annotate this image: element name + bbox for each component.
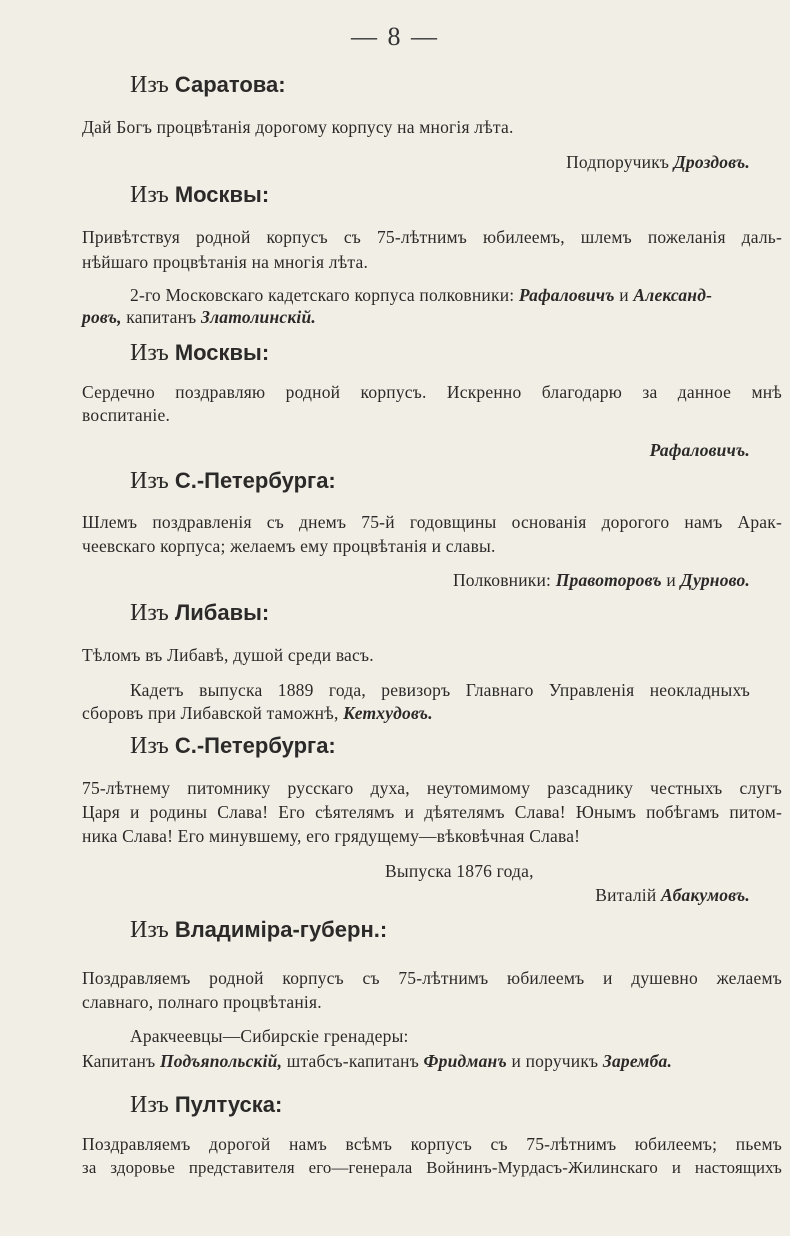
body-line: Привѣтствуя родной корпусъ съ 75-лѣтнимъ юбилеемъ, шлемъ пожеланія даль- xyxy=(82,227,782,247)
body-line: воспитаніе. xyxy=(82,405,171,425)
page-number: — 8 — xyxy=(351,22,439,51)
signature-line xyxy=(82,1051,672,1072)
signature-name: Правоторовъ xyxy=(555,570,662,590)
signature-line: Аракчеевцы—Сибирскіе гренадеры: xyxy=(130,1026,409,1046)
section-heading xyxy=(130,1092,282,1119)
signature-name: Дроздовъ. xyxy=(673,152,750,172)
signature-line: Кадетъ выпуска 1889 года, ревизоръ Главнаго Управленія неокладныхъ xyxy=(130,680,750,700)
body-line: чеевскаго корпуса; желаемъ ему процвѣтанія и славы. xyxy=(82,536,496,556)
signature-name: Александ- xyxy=(633,285,713,305)
body-line: за здоровье представителя его—генерала Войнинъ-Мурдасъ-Жилинскаго и настоящихъ xyxy=(82,1158,782,1177)
signature-line xyxy=(130,285,712,306)
body-line: Сердечно поздравляю родной корпусъ. Искренно благодарю за данное мнѣ xyxy=(82,382,782,402)
signature xyxy=(453,570,750,591)
section-heading xyxy=(130,733,336,760)
signature-text: 2-го Московскаго кадетскаго корпуса полковники: xyxy=(130,285,515,305)
signature-text: капитанъ xyxy=(126,307,197,327)
body-line: Дай Богъ процвѣтанія дорогому корпусу на многія лѣта. xyxy=(82,117,514,137)
signature-name: Заремба. xyxy=(602,1051,673,1071)
signature-name: Абакумовъ. xyxy=(660,885,750,905)
heading-place: Пултуска: xyxy=(174,1092,283,1117)
signature-line xyxy=(82,703,433,724)
heading-place: Москвы: xyxy=(174,182,270,207)
signature-text: и xyxy=(619,285,629,305)
heading-prefix: Изъ xyxy=(130,182,169,208)
signature-text: штабсъ-капитанъ xyxy=(286,1051,419,1071)
signature xyxy=(566,152,750,173)
signature-rank: Подпоручикъ xyxy=(566,152,670,172)
body-line: 75-лѣтнему питомнику русскаго духа, неутомимому разсаднику честныхъ слугъ xyxy=(82,778,782,798)
body-line: ника Слава! Его минувшему, его грядущему—вѣковѣчная Слава! xyxy=(82,826,581,846)
heading-place: Либавы: xyxy=(174,600,270,625)
heading-prefix: Изъ xyxy=(130,1092,169,1118)
body-line: славнаго, полнаго процвѣтанія. xyxy=(82,992,322,1012)
signature-text: и поручикъ xyxy=(511,1051,599,1071)
heading-prefix: Изъ xyxy=(130,917,169,943)
heading-place: Владиміра-губерн.: xyxy=(174,917,388,942)
signature xyxy=(595,885,750,906)
heading-place: С.-Петербурга: xyxy=(174,733,336,758)
signature-name: ровъ, xyxy=(82,307,122,327)
section-heading xyxy=(130,72,286,99)
section-heading xyxy=(130,600,269,627)
heading-prefix: Изъ xyxy=(130,72,169,98)
signature-name: Златолинскій. xyxy=(201,307,316,327)
body-line: нѣйшаго процвѣтанія на многія лѣта. xyxy=(82,252,369,272)
signature-rank: Полковники: xyxy=(452,570,552,590)
section-heading xyxy=(130,917,387,944)
heading-place: Саратова: xyxy=(174,72,286,97)
heading-prefix: Изъ xyxy=(130,340,169,366)
section-heading xyxy=(130,340,269,367)
heading-prefix: Изъ xyxy=(130,600,169,626)
body-line: Тѣломъ въ Либавѣ, душой среди васъ. xyxy=(82,645,374,665)
signature-text: Капитанъ xyxy=(82,1051,156,1071)
heading-place: Москвы: xyxy=(174,340,270,365)
signature xyxy=(650,440,750,461)
body-line: Поздравляемъ родной корпусъ съ 75-лѣтнимъ юбилеемъ и душевно желаемъ xyxy=(82,968,782,988)
heading-prefix: Изъ xyxy=(130,468,169,494)
signature-name: Фридманъ xyxy=(423,1051,507,1071)
body-line: Шлемъ поздравленія съ днемъ 75-й годовщины основанія дорогого намъ Арак- xyxy=(82,512,782,532)
signature-name: Рафаловичъ xyxy=(518,285,615,305)
section-heading xyxy=(130,182,269,209)
heading-prefix: Изъ xyxy=(130,733,169,759)
heading-place: С.-Петербурга: xyxy=(174,468,336,493)
signature-text: сборовъ при Либавской таможнѣ, xyxy=(82,703,339,723)
signature-text: и xyxy=(666,570,676,590)
signature-line: Выпуска 1876 года, xyxy=(385,861,534,881)
body-line: Царя и родины Слава! Его сѣятелямъ и дѣятелямъ Слава! Юнымъ побѣгамъ питом- xyxy=(82,802,782,822)
signature-name: Подъяпольскій, xyxy=(159,1051,283,1071)
signature-line xyxy=(82,307,316,328)
signature-name: Дурново. xyxy=(680,570,750,590)
signature-name: Кетхудовъ. xyxy=(343,703,433,723)
section-heading xyxy=(130,468,336,495)
signature-text: Виталій xyxy=(595,885,657,905)
body-line: Поздравляемъ дорогой намъ всѣмъ корпусъ съ 75-лѣтнимъ юбилеемъ; пьемъ xyxy=(82,1134,782,1154)
signature-name: Рафаловичъ. xyxy=(649,440,750,460)
